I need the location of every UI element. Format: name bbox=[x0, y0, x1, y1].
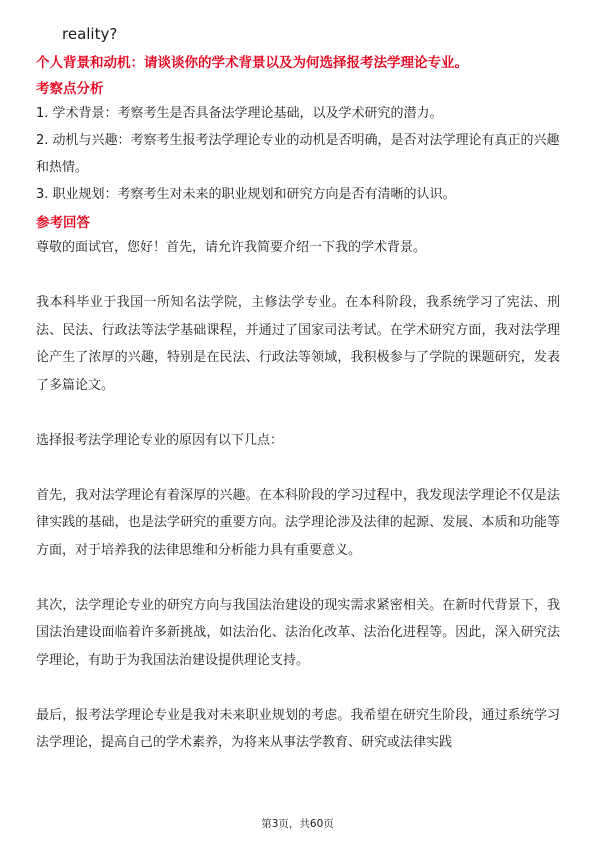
answer-paragraph: 首先，我对法学理论有着深厚的兴趣。在本科阶段的学习过程中，我发现法学理论不仅是法律实践的基础，也是法学研究的重要方向。法学理论涉及法律的起源、发展、本质和功能等方面，对于培养我的法律思维和分析能力具有重要意义。 bbox=[36, 487, 560, 558]
answer-paragraph: 最后，报考法学理论专业是我对未来职业规划的考虑。我希望在研究生阶段，通过系统学习法学理论，提高自己的学术素养，为将来从事法学教育、研究或法律实践 bbox=[36, 707, 560, 750]
analysis-point: 1. 学术背景：考察考生是否具备法学理论基础，以及学术研究的潜力。 bbox=[36, 106, 443, 121]
analysis-heading: 考察点分析 bbox=[36, 81, 104, 97]
answer-paragraph: 其次，法学理论专业的研究方向与我国法治建设的现实需求紧密相关。在新时代背景下，我国法治建设面临着许多新挑战，如法治化、法治化改革、法治化进程等。因此，深入研究法学理论，有助于为我国法治建设提供理论支持。 bbox=[36, 597, 560, 668]
page-content bbox=[36, 20, 560, 757]
answer-paragraph: 选择报考法学理论专业的原因有以下几点： bbox=[36, 432, 284, 448]
answer-paragraph: 我本科毕业于我国一所知名法学院，主修法学专业。在本科阶段，我系统学习了宪法、刑法、民法、行政法等法学基础课程，并通过了国家司法考试。在学术研究方面，我对法学理论产生了浓厚的兴趣，特别是在民法、行政法等领域，我积极参与了学院的课题研究，发表了多篇论文。 bbox=[36, 295, 560, 393]
answer-paragraph: 尊敬的面试官，您好！首先，请允许我简要介绍一下我的学术背景。 bbox=[36, 240, 427, 255]
page-number: 第3页，共60页 bbox=[261, 818, 334, 830]
answer-heading: 参考回答 bbox=[36, 215, 90, 231]
analysis-point: 2. 动机与兴趣：考察考生报考法学理论专业的动机是否明确，是否对法学理论有真正的兴趣和热情。 bbox=[36, 133, 560, 175]
answer-body bbox=[36, 234, 560, 757]
analysis-points bbox=[36, 100, 560, 208]
question-heading: 个人背景和动机：请谈谈你的学术背景以及为何选择报考法学理论专业。 bbox=[36, 55, 468, 71]
analysis-point: 3. 职业规划：考察考生对未来的职业规划和研究方向是否有清晰的认识。 bbox=[36, 187, 456, 202]
continued-text: reality? bbox=[62, 25, 118, 43]
